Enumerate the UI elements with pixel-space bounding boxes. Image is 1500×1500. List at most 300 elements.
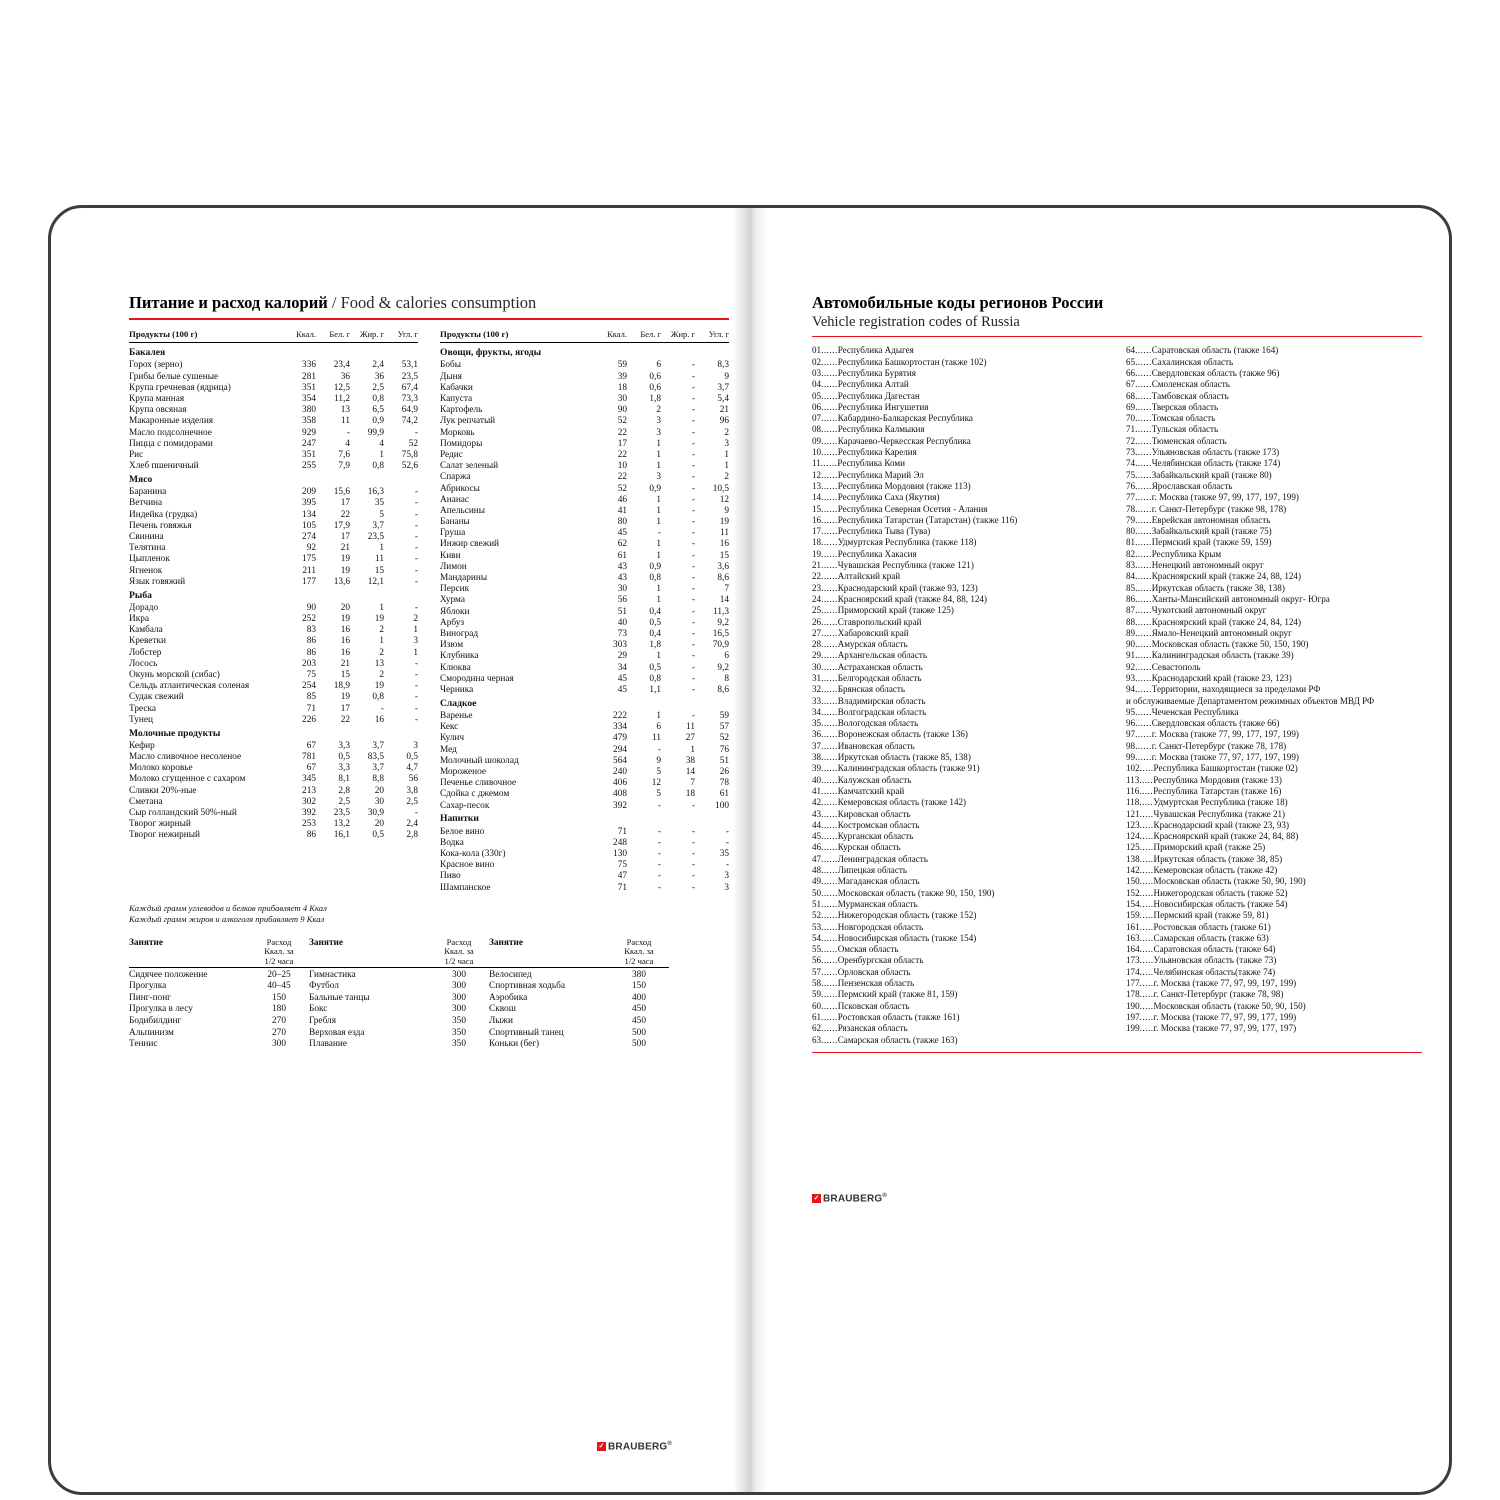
food-kcal: 281 (302, 371, 316, 382)
open-notebook (48, 205, 1452, 1495)
leader-dots: ...... (821, 605, 838, 616)
region-code-number: 92 (1126, 661, 1136, 672)
leader-dots: ..... (1139, 797, 1154, 808)
table-row (440, 640, 729, 651)
activity-value: 150 (272, 992, 286, 1003)
leader-dots: ...... (1135, 492, 1152, 503)
food-name: Сливки 20%-ные (129, 785, 197, 796)
activity-value: 300 (452, 992, 466, 1003)
food-protein: 0,9 (649, 483, 661, 494)
table-row (129, 532, 418, 543)
region-code-row (1126, 775, 1422, 786)
region-code-row (1126, 662, 1422, 673)
region-code-number: 52 (812, 910, 822, 921)
food-kcal: 130 (613, 848, 627, 859)
region-code-number: 37 (812, 740, 822, 751)
region-code-number: 08 (812, 424, 822, 435)
table-row (129, 647, 418, 658)
food-fat: - (691, 550, 695, 561)
food-fat: 2,5 (372, 382, 384, 393)
food-name: Апельсины (440, 505, 486, 516)
region-code-row (1126, 560, 1422, 571)
region-code-number: 39 (812, 763, 822, 774)
region-code-number: 178 (1126, 989, 1140, 1000)
region-code-row (812, 729, 1108, 740)
food-name: Крупа овсяная (129, 405, 187, 416)
food-kcal: 71 (617, 882, 627, 893)
region-code-row (1126, 594, 1422, 605)
food-protein: 19 (340, 614, 350, 625)
region-code-name: Удмуртская Республика (также 118) (837, 537, 977, 548)
food-carb: - (725, 837, 729, 848)
region-code-name: Оренбургская область (837, 955, 924, 966)
leader-dots: ..... (1139, 876, 1154, 887)
region-code-number: 42 (812, 797, 822, 808)
food-protein: 18,9 (333, 681, 350, 692)
region-code-row (812, 345, 1108, 356)
food-kcal: 247 (302, 438, 316, 449)
table-row (440, 461, 729, 472)
food-kcal: 30 (617, 394, 627, 405)
food-fat: - (691, 405, 695, 416)
region-code-row (812, 447, 1108, 458)
leader-dots: ...... (821, 661, 838, 672)
activity-table-3 (489, 937, 669, 1050)
food-carb: 3 (724, 438, 729, 449)
region-code-row (1126, 605, 1422, 616)
food-kcal: 226 (302, 714, 316, 725)
leader-dots: ..... (1139, 808, 1154, 819)
leader-dots: ...... (821, 401, 838, 412)
food-kcal: 479 (613, 733, 627, 744)
leader-dots: ...... (1135, 639, 1152, 650)
region-code-name: Ямало-Ненецкий автономный округ (1151, 627, 1292, 638)
activity-value: 300 (452, 969, 466, 980)
leader-dots: ..... (1139, 910, 1154, 921)
region-code-name: Калининградская область (также 91) (837, 763, 980, 774)
region-code-name: г. Москва (также 77, 97, 177, 197, 199) (1151, 752, 1299, 763)
region-code-row (1126, 831, 1422, 842)
region-code-row (812, 865, 1108, 876)
food-kcal: 252 (302, 614, 316, 625)
leader-dots: ...... (821, 853, 838, 864)
activity-name: Прогулка (129, 981, 167, 992)
leader-dots: ...... (821, 492, 838, 503)
table-row (129, 461, 418, 472)
food-kcal: 75 (617, 860, 627, 871)
food-fat: - (691, 483, 695, 494)
food-protein: 19 (340, 692, 350, 703)
food-fat: 7 (690, 778, 695, 789)
food-carb: 9,2 (717, 617, 729, 628)
table-row (129, 438, 418, 449)
food-fat: 1 (690, 744, 695, 755)
food-kcal: 90 (617, 405, 627, 416)
activity-row (129, 1039, 309, 1051)
region-code-name: Краснодарский край (также 23, 93) (1153, 819, 1289, 830)
table-row (440, 849, 729, 860)
leader-dots: ...... (1135, 447, 1152, 458)
region-code-row (812, 504, 1108, 515)
food-protein: 21 (340, 543, 350, 554)
region-code-row (812, 357, 1108, 368)
region-code-number: 13 (812, 480, 822, 491)
region-code-number: 75 (1126, 469, 1136, 480)
region-code-row (812, 549, 1108, 560)
activity-value: 450 (632, 1004, 646, 1015)
region-code-number: 62 (812, 1023, 822, 1034)
food-name: Мороженое (440, 766, 487, 777)
food-kcal: 203 (302, 658, 316, 669)
food-kcal: 929 (302, 427, 316, 438)
food-protein: 1 (656, 651, 661, 662)
food-fat: 18 (685, 789, 695, 800)
food-fat: - (691, 684, 695, 695)
food-carb: 9,2 (717, 662, 729, 673)
region-code-row (812, 515, 1108, 526)
food-fat: 2 (379, 647, 384, 658)
food-protein: - (657, 837, 661, 848)
food-protein: 1 (656, 449, 661, 460)
region-code-row (812, 1001, 1108, 1012)
region-code-row (812, 854, 1108, 865)
activity-value: 400 (632, 992, 646, 1003)
food-carb: 14 (719, 595, 729, 606)
food-fat: - (691, 860, 695, 871)
food-kcal: 175 (302, 554, 316, 565)
food-fat: - (691, 472, 695, 483)
leader-dots: ..... (1139, 763, 1154, 774)
activity-value: 300 (452, 981, 466, 992)
col-header-fat: Жир. г (359, 328, 384, 339)
region-code-name: Московская область (также 50, 90, 190) (1153, 876, 1306, 887)
activity-table-2 (309, 937, 489, 1050)
region-code-number: 49 (812, 876, 822, 887)
region-code-number: 80 (1126, 526, 1136, 537)
region-code-row (812, 413, 1108, 424)
activity-row (309, 969, 489, 981)
region-code-name: Ростовская область (также 61) (1153, 921, 1271, 932)
region-code-name: Еврейская автономная область (1151, 514, 1271, 525)
region-code-row (812, 368, 1108, 379)
leader-dots: ..... (1139, 785, 1154, 796)
table-row (440, 427, 729, 438)
leader-dots: ...... (821, 774, 838, 785)
food-group-header: Мясо (129, 473, 153, 485)
region-code-row (1126, 357, 1422, 368)
food-kcal: 59 (617, 360, 627, 371)
activity-name: Велосипед (489, 969, 532, 980)
food-name: Картофель (440, 405, 483, 416)
region-code-name: Челябинская область (также 174) (1151, 458, 1281, 469)
region-code-name: г. Москва (также 77, 97, 99, 197, 199) (1153, 978, 1297, 989)
food-fat: 0,5 (372, 830, 384, 841)
table-row (440, 371, 729, 382)
food-fat: - (691, 617, 695, 628)
food-protein: 13,6 (333, 576, 350, 587)
food-kcal: 43 (617, 561, 627, 572)
activity-col-header: Занятие (309, 937, 343, 948)
leader-dots: ...... (1135, 469, 1152, 480)
food-protein: - (657, 744, 661, 755)
region-code-name: Новосибирская область (также 54) (1153, 898, 1288, 909)
food-carb: 64,9 (401, 405, 418, 416)
region-code-row (1126, 955, 1422, 966)
food-carb: 100 (715, 800, 729, 811)
food-carb: 2,5 (406, 796, 418, 807)
food-fat: - (691, 561, 695, 572)
food-fat: - (691, 494, 695, 505)
region-code-name: Республика Мордовия (также 113) (837, 480, 971, 491)
food-carb: 1 (724, 449, 729, 460)
food-name: Бобы (440, 360, 461, 371)
region-code-name: Республика Северная Осетия - Алания (837, 503, 988, 514)
food-carb: 3 (724, 871, 729, 882)
food-fat: 20 (374, 785, 384, 796)
leader-dots: ..... (1139, 978, 1154, 989)
table-row (440, 711, 729, 722)
table-row (440, 871, 729, 882)
leader-dots: ...... (821, 503, 838, 514)
leader-dots: ...... (821, 763, 838, 774)
region-code-number: 31 (812, 673, 822, 683)
activity-table-1 (129, 937, 309, 1050)
activity-row (129, 969, 309, 981)
leader-dots: ..... (1139, 921, 1154, 932)
food-carb: - (725, 826, 729, 837)
region-code-number: 58 (812, 978, 822, 989)
leader-dots: ..... (1139, 955, 1154, 966)
food-kcal: 62 (617, 539, 627, 550)
leader-dots: ...... (1135, 345, 1152, 356)
leader-dots: ..... (1139, 898, 1154, 909)
region-code-name: Республика Башкортостан (также 02) (1153, 763, 1298, 774)
food-name: Кефир (129, 740, 155, 751)
food-fat: - (691, 438, 695, 449)
region-code-row (1126, 379, 1422, 390)
food-carb: 2 (724, 472, 729, 483)
region-code-row (1126, 571, 1422, 582)
food-fat: 4 (379, 438, 384, 449)
region-code-number: 32 (812, 684, 822, 695)
region-code-number: 06 (812, 401, 822, 412)
left-title-bold: Питание и расход калорий (129, 293, 328, 312)
region-code-name: Иркутская область (также 38, 85) (1153, 853, 1283, 864)
food-protein: 1,1 (649, 684, 661, 695)
food-kcal: 564 (613, 755, 627, 766)
region-code-number: 97 (1126, 729, 1136, 740)
leader-dots: ...... (821, 345, 838, 356)
food-fat: - (691, 427, 695, 438)
region-code-number: 56 (812, 955, 822, 966)
region-code-number: 161 (1126, 921, 1140, 932)
food-fat: - (691, 573, 695, 584)
col-header-name: Продукты (100 г) (440, 328, 509, 339)
region-code-number: 125 (1126, 842, 1140, 853)
food-kcal: 45 (617, 528, 627, 539)
food-carb: 16 (719, 539, 729, 550)
food-name: Тунец (129, 714, 153, 725)
food-protein: 2,5 (338, 796, 350, 807)
activity-row (309, 1027, 489, 1039)
region-code-row (1126, 933, 1422, 944)
food-kcal: 211 (302, 565, 316, 576)
food-carb: 75,8 (401, 449, 418, 460)
left-page (51, 208, 750, 1492)
table-row (440, 494, 729, 505)
region-code-name: Карачаево-Черкесская Республика (837, 435, 971, 446)
food-name: Хлеб пшеничный (129, 461, 199, 472)
region-code-row (1126, 639, 1422, 650)
food-protein: 1 (656, 539, 661, 550)
region-code-row (812, 967, 1108, 978)
food-carb: - (414, 681, 418, 692)
region-code-row (812, 955, 1108, 966)
food-fat: 2 (379, 669, 384, 680)
activity-value-header: Расход Ккал. за 1/2 часа (624, 936, 654, 967)
food-kcal: 248 (613, 837, 627, 848)
region-code-row (812, 436, 1108, 447)
food-protein: 3 (656, 472, 661, 483)
region-code-row (1126, 345, 1422, 356)
region-code-row (1126, 797, 1422, 808)
region-code-number: 82 (1126, 548, 1136, 559)
leader-dots: ...... (1135, 605, 1152, 616)
table-row (129, 416, 418, 427)
region-code-row (1126, 515, 1422, 526)
region-code-name: Республика Дагестан (837, 390, 920, 401)
leader-dots: ...... (821, 865, 838, 876)
food-protein: 1,8 (649, 640, 661, 651)
food-protein: 23,5 (333, 807, 350, 818)
region-code-number: 86 (1126, 593, 1136, 604)
leader-dots: ...... (1135, 582, 1152, 593)
activity-value: 40–45 (267, 981, 291, 992)
food-protein: - (657, 826, 661, 837)
food-kcal: 47 (617, 871, 627, 882)
activity-value: 180 (272, 1004, 286, 1015)
region-code-number: 95 (1126, 706, 1136, 717)
region-code-name: Чеченская Республика (1151, 706, 1239, 717)
region-code-name: Чувашская Республика (также 21) (1153, 808, 1286, 819)
region-code-number: 11 (812, 458, 821, 469)
leader-dots: ..... (1139, 989, 1154, 1000)
leader-dots: ...... (821, 514, 838, 525)
food-protein: - (657, 800, 661, 811)
food-carb: - (414, 543, 418, 554)
activity-value: 350 (452, 1039, 466, 1050)
region-code-number: 85 (1126, 582, 1136, 593)
region-code-row (1126, 888, 1422, 899)
food-kcal: 41 (617, 505, 627, 516)
leader-dots: ...... (1135, 650, 1152, 661)
region-code-name: Белгородская область (837, 673, 922, 683)
region-code-name: Республика Крым (1151, 548, 1222, 559)
region-code-name: Свердловская область (также 66) (1151, 718, 1280, 729)
food-carb: 16,5 (712, 628, 729, 639)
food-carb: 21 (719, 405, 729, 416)
food-protein: 3,3 (338, 763, 350, 774)
leader-dots: ...... (821, 627, 838, 638)
food-fat: 99,9 (367, 427, 384, 438)
food-name: Пицца с помидорами (129, 438, 213, 449)
activity-name: Гребля (309, 1015, 336, 1026)
region-code-number: 74 (1126, 458, 1136, 469)
food-name: Лосось (129, 658, 158, 669)
activity-name: Бодибилдинг (129, 1015, 182, 1026)
region-code-row (812, 673, 1108, 684)
activity-value: 20–25 (267, 969, 291, 980)
region-code-number: 46 (812, 842, 822, 853)
region-code-number: 123 (1126, 819, 1140, 830)
region-code-row (1126, 899, 1422, 910)
food-fat: 35 (374, 498, 384, 509)
region-code-number: 138 (1126, 853, 1140, 864)
table-row (129, 554, 418, 565)
food-protein: 15,6 (333, 487, 350, 498)
food-protein: 12,5 (333, 382, 350, 393)
activity-row (489, 1039, 669, 1051)
region-code-number: 152 (1126, 887, 1140, 898)
leader-dots: ...... (821, 571, 838, 582)
region-code-name: Пензенская область (837, 978, 915, 989)
food-carb: 1 (413, 647, 418, 658)
food-fat: 8,8 (372, 774, 384, 785)
table-row (440, 778, 729, 789)
activity-name: Аэробика (489, 992, 528, 1003)
region-code-number: 44 (812, 819, 822, 830)
region-code-number: 02 (812, 356, 822, 367)
leader-dots: ...... (1135, 548, 1152, 559)
food-carb: 57 (719, 722, 729, 733)
leader-dots: ...... (821, 650, 838, 661)
food-kcal: 274 (302, 532, 316, 542)
region-code-row (1126, 820, 1422, 831)
region-codes-column-1 (812, 345, 1108, 1045)
region-code-name: Республика Мордовия (также 13) (1153, 774, 1282, 785)
activity-name: Теннис (129, 1039, 158, 1050)
table-row (129, 565, 418, 576)
region-code-row (812, 797, 1108, 808)
activity-row (309, 1039, 489, 1051)
table-row (440, 882, 729, 893)
food-protein: 2 (656, 405, 661, 416)
region-code-row (1126, 650, 1422, 661)
region-code-name: Республика Ингушетия (837, 401, 929, 412)
calorie-note-2: Каждый грамм жиров и алкоголя прибавляет 9 Ккал (129, 913, 325, 924)
food-fat: - (691, 800, 695, 811)
food-name: Молоко коровье (129, 763, 193, 774)
leader-dots: ...... (821, 413, 838, 424)
food-protein: 5 (656, 766, 661, 777)
region-code-number: 72 (1126, 435, 1136, 446)
activity-name: Спортивная ходьба (489, 981, 565, 992)
table-row (440, 662, 729, 673)
food-kcal: 83 (306, 625, 316, 636)
table-row (129, 785, 418, 796)
leader-dots: ...... (821, 1023, 838, 1034)
food-carb: 3,8 (406, 785, 418, 796)
leader-dots: ...... (821, 921, 838, 932)
leader-dots: ...... (1135, 571, 1152, 582)
food-name: Инжир свежий (440, 539, 500, 550)
table-row (129, 614, 418, 625)
table-row (440, 438, 729, 449)
region-code-row (1126, 537, 1422, 548)
leader-dots: ...... (821, 955, 838, 966)
table-row (440, 629, 729, 640)
leader-dots: ...... (1135, 424, 1152, 435)
